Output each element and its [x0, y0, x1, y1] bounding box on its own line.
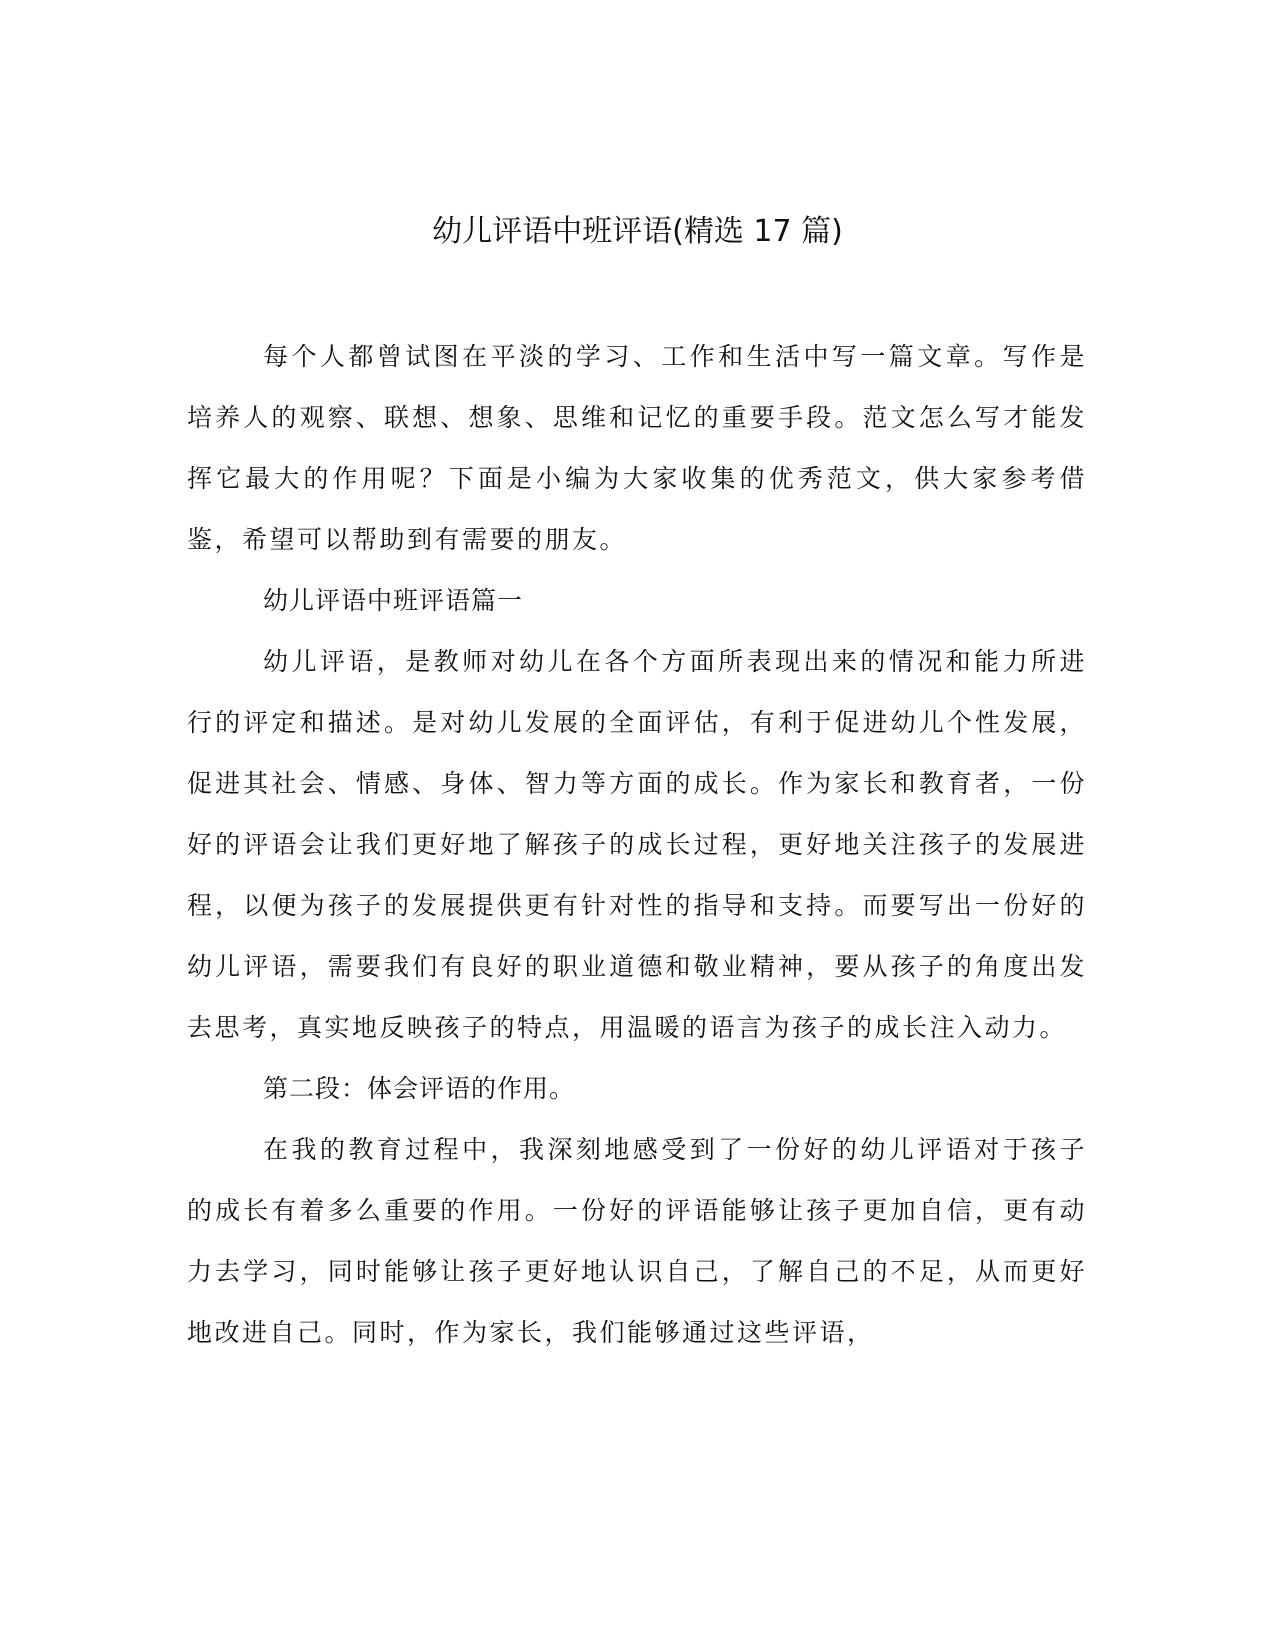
body-paragraph-1: 幼儿评语，是教师对幼儿在各个方面所表现出来的情况和能力所进行的评定和描述。是对幼儿发展的全面评估，有利于促进幼儿个性发展，促进其社会、情感、身体、智力等方面的成长。作为家长和教育者，一份好的评语会让我们更好地了解孩子的成长过程，更好地关注孩子的发展进程，以便为孩子的发展提供更有针对性的指导和支持。而要写出一份好的幼儿评语，需要我们有良好的职业道德和敬业精神，要从孩子的角度出发去思考，真实地反映孩子的特点，用温暖的语言为孩子的成长注入动力。	[187, 647, 1087, 1042]
body-paragraph-2: 在我的教育过程中，我深刻地感受到了一份好的幼儿评语对于孩子的成长有着多么重要的作用。一份好的评语能够让孩子更加自信，更有动力去学习，同时能够让孩子更好地认识自己，了解自己的不足，从而更好地改进自己。同时，作为家长，我们能够通过这些评语，	[187, 1135, 1087, 1347]
section-heading-1: 幼儿评语中班评语篇一	[263, 586, 524, 615]
intro-paragraph: 每个人都曾试图在平淡的学习、工作和生活中写一篇文章。写作是培养人的观察、联想、想象、思维和记忆的重要手段。范文怎么写才能发挥它最大的作用呢？下面是小编为大家收集的优秀范文，供大家参考借鉴，希望可以帮助到有需要的朋友。	[187, 342, 1087, 554]
page-title: 幼儿评语中班评语(精选 17 篇)	[432, 214, 843, 249]
section-heading-2: 第二段：体会评语的作用。	[263, 1074, 576, 1103]
document-body	[187, 326, 1087, 1363]
